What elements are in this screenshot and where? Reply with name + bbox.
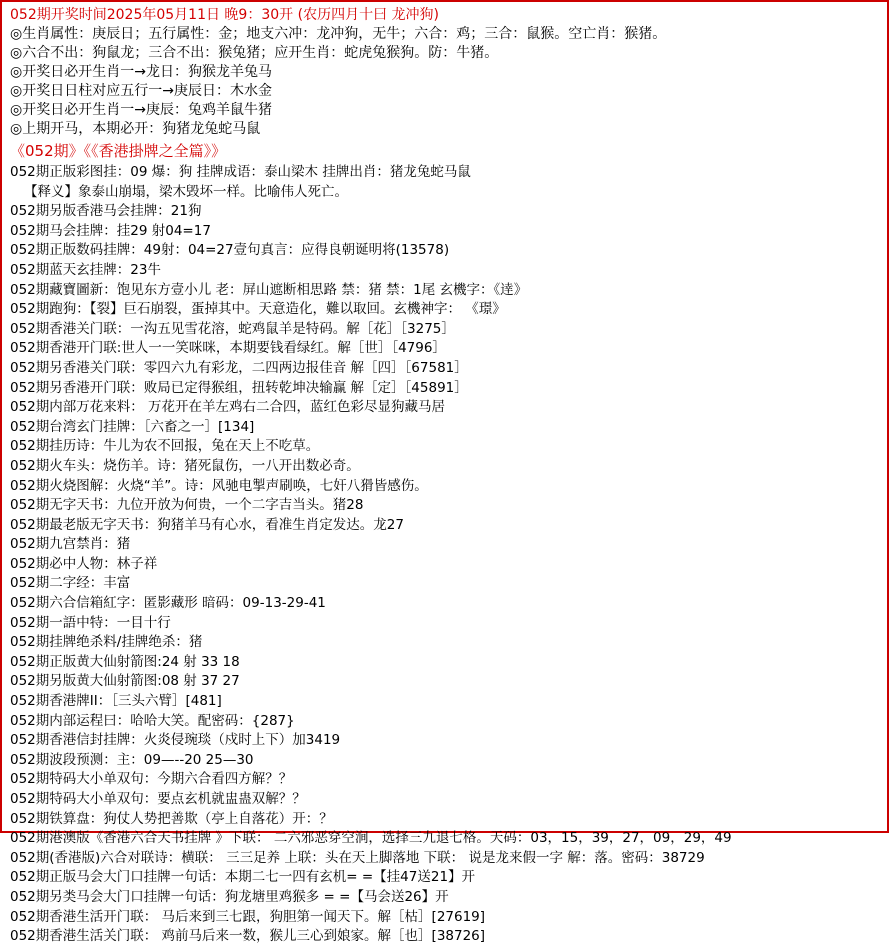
body-line-2: 【释义】象泰山崩塌，梁木毁坏一样。比喻伟人死亡。 <box>24 183 348 200</box>
body-line-21: 052期必中人物：林子祥 <box>10 555 158 572</box>
header-line-6: ◎上期开马，本期必开：狗猪龙兔蛇马鼠 <box>10 121 261 137</box>
page-title: 052期开奖时间2025年05月11日 晚9：30开 (农历四月十曰 龙冲狗) <box>10 7 439 23</box>
body-line-30: 052期香港信封挂牌：火炎侵琬琰（戍时上下）加3419 <box>10 732 341 749</box>
header-line-4: ◎开奖日日柱对应五行一→庚辰日：木水金 <box>10 83 272 99</box>
body-line-9: 052期香港关门联：一沟五见雪花溶，蛇鸡鼠羊是特码。解［花］［3275］ <box>10 320 455 337</box>
body-line-10: 052期香港开门联:世人一一笑咪咪，本期要钱看绿红。解［世］［4796］ <box>10 340 446 357</box>
body-line-28: 052期香港牌II：［三头六臂］[481] <box>10 693 222 710</box>
body-lines <box>8 163 881 947</box>
body-line-16: 052期火车头：烧伤羊。诗：猪死鼠伤，一八开出数必奇。 <box>10 457 360 474</box>
body-line-37: 052期正版马会大门口挂牌一句话：本期二七一四有玄机= =【挂47送21】开 <box>10 869 476 886</box>
body-line-40: 052期香港生活关门联： 鸡前马后来一数，猴儿三心到娘家。解［也］[38726] <box>10 928 486 945</box>
body-line-8: 052期跑狗：【裂】巨石崩裂，蛋掉其中。天意造化，難以取回。玄機神字： 《璟》 <box>10 301 506 318</box>
body-line-35: 052期港澳版《香港六合天书挂牌 》下联： 二六邪恶穿空涧，选择三九退七格。天码：03，15，39，27，09，29，49 <box>10 830 732 847</box>
body-line-17: 052期火烧图解：火烧“羊”。诗：风驰电掣声刷唤，七奸八猾皆感伤。 <box>10 477 428 494</box>
body-line-13: 052期内部万花来料： 万花开在羊左鸡右二合四，蓝红色彩尽显狗藏马居 <box>10 399 446 416</box>
body-line-34: 052期铁算盘：狗仗人势把善欺（亭上自落花）开：？ <box>10 810 333 827</box>
body-line-1: 052期正版彩图挂：09 爆：狗 挂牌成语：泰山梁木 挂牌出肖：猪龙兔蛇马鼠 <box>10 164 471 180</box>
section-title: 《052期》《《香港掛牌之全篇》》 <box>10 142 227 160</box>
body-line-29: 052期内部运程曰：哈哈大笑。配密码：{287} <box>10 712 295 729</box>
body-line-39: 052期香港生活开门联： 马后来到三七跟，狗胆第一闻天下。解［枯］[27619] <box>10 908 486 925</box>
body-line-6: 052期蓝天玄挂牌：23牛 <box>10 261 161 278</box>
body-line-11: 052期另香港关门联：零四六九有彩龙，二四两边报佳音 解［四］［67581］ <box>10 359 468 376</box>
body-line-25: 052期挂牌绝杀料/挂牌绝杀：猪 <box>10 634 203 651</box>
body-line-32: 052期特码大小单双句：今期六合看四方解？？ <box>10 771 293 788</box>
body-line-36: 052期(香港版)六合对联诗：横联： 三三足养 上联：头在天上脚落地 下联： 说是龙来假一字 解：落。密码：38729 <box>10 849 705 866</box>
header-line-5: ◎开奖日必开生肖一→庚辰：兔鸡羊鼠牛猪 <box>10 102 272 118</box>
body-line-15: 052期挂历诗：牛儿为农不回报，兔在天上不吃草。 <box>10 438 320 455</box>
body-line-20: 052期九宫禁肖：猪 <box>10 536 131 553</box>
body-line-33: 052期特码大小单双句：要点玄机就盅蛊双解？？ <box>10 791 306 807</box>
body-line-18: 052期无字天书：九位开放为何贵，一个二字吉当头。猪28 <box>10 497 364 514</box>
body-line-3: 052期另版香港马会挂牌：21狗 <box>10 203 202 220</box>
header-line-2: ◎六合不出：狗鼠龙；三合不出：猴兔猪；应开生肖：蛇虎兔猴狗。防：牛猪。 <box>10 45 499 61</box>
body-line-12: 052期另香港开门联：败局已定得猴组，扭转乾坤决输赢 解［定］［45891］ <box>10 379 468 396</box>
body-line-31: 052期波段预测：主：09—--20 25—30 <box>10 751 254 768</box>
body-line-23: 052期六合信箱紅字：匿影藏形 暗码：09-13-29-41 <box>10 595 326 612</box>
body-line-4: 052期马会挂牌：挂29 射04=17 <box>10 222 211 239</box>
header-line-1: ◎生肖属性：庚辰日；五行属性：金；地支六冲：龙冲狗，无牛；六合：鸡；三合：鼠猴。空亡肖：猴猪。 <box>10 26 667 42</box>
body-line-27: 052期另版黄大仙射箭图:08 射 37 27 <box>10 673 240 690</box>
body-line-22: 052期二字经：丰富 <box>10 575 131 592</box>
body-line-7: 052期藏寶圖新：饱见东方壹小儿 老：屏山遮断相思路 禁：猪 禁：1尾 玄機字：《逹》 <box>10 281 528 298</box>
body-line-38: 052期另类马会大门口挂牌一句话：狗龙塘里鸡猴多 = =【马会送26】开 <box>10 888 449 905</box>
body-line-5: 052期正版数码挂牌：49射：04=27壹句真言：应得良朝诞明将(13578) <box>10 242 450 259</box>
header-line-3: ◎开奖日必开生肖一→龙日：狗猴龙羊兔马 <box>10 64 272 80</box>
body-line-24: 052期一語中特：一目十行 <box>10 614 171 631</box>
body-line-19: 052期最老版无字天书：狗猪羊马有心水，看准生肖定发达。龙27 <box>10 516 404 533</box>
body-line-14: 052期台湾玄门挂牌：［六畜之一］[134] <box>10 418 255 435</box>
body-line-26: 052期正版黄大仙射箭图:24 射 33 18 <box>10 653 240 670</box>
header-lines <box>8 25 881 139</box>
